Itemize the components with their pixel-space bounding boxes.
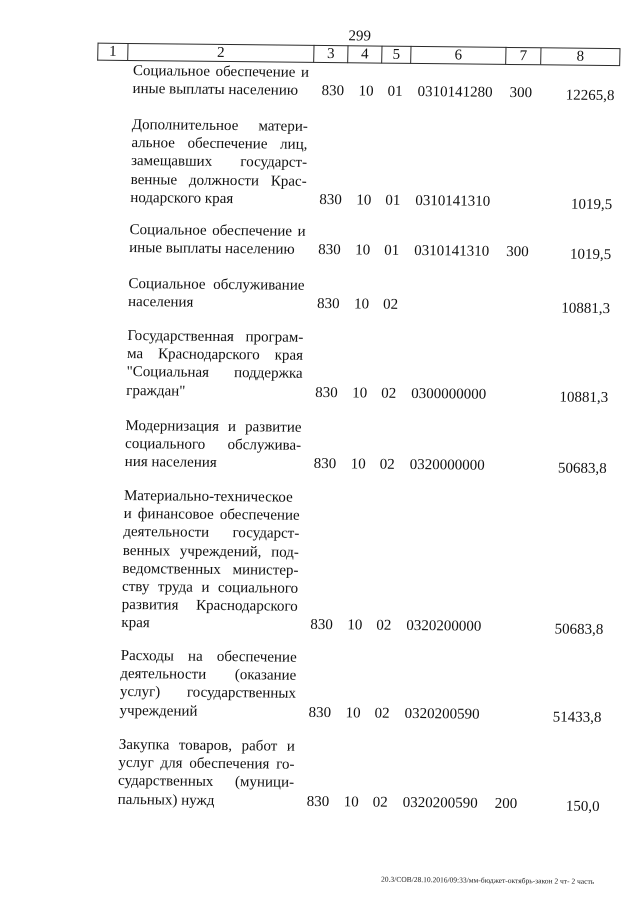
description-line: Расходы на обеспечение bbox=[120, 647, 297, 666]
description-line: услуг) государственных bbox=[119, 684, 297, 703]
col5-value: 02 bbox=[382, 296, 399, 314]
description-line: услуг для обеспечения го- bbox=[118, 755, 295, 773]
col5-value: 01 bbox=[387, 83, 403, 101]
table-row bbox=[125, 417, 613, 477]
description-line: Социальное обеспечение и bbox=[132, 63, 310, 81]
col6-value: 0320200590 bbox=[402, 794, 478, 812]
table-row bbox=[121, 487, 611, 638]
row-description bbox=[126, 327, 304, 402]
description-line: края bbox=[121, 615, 150, 632]
col3-value: 830 bbox=[319, 191, 342, 209]
row-description bbox=[125, 417, 302, 473]
description-line: венных учреждений, под- bbox=[122, 542, 300, 561]
description-line: учреждений bbox=[119, 702, 198, 720]
description-line: Социальное обслуживание bbox=[128, 275, 305, 294]
description-line: граждан" bbox=[126, 382, 186, 400]
col5-value: 01 bbox=[384, 242, 400, 260]
description-line: Модернизация и развитие bbox=[125, 417, 302, 436]
description-line: ния населения bbox=[124, 454, 217, 472]
description-line: и финансовое обеспечение bbox=[123, 506, 300, 524]
col8-value: 51433,8 bbox=[552, 709, 602, 726]
row-description bbox=[119, 647, 297, 722]
col3-value: 830 bbox=[318, 242, 341, 259]
description-line: ма Краснодарского края bbox=[126, 346, 304, 365]
table-row bbox=[117, 736, 605, 814]
col8-value: 10881,3 bbox=[561, 300, 611, 318]
description-line: деятельности (оказание bbox=[120, 666, 297, 684]
col5-value: 02 bbox=[374, 705, 390, 722]
description-line: венные должности Крас- bbox=[130, 171, 307, 190]
description-line: Государственная програм- bbox=[127, 327, 304, 346]
col4-value: 10 bbox=[356, 192, 372, 209]
row-description bbox=[129, 221, 306, 259]
description-line: развития Краснодарского bbox=[121, 597, 298, 615]
col7-value: 200 bbox=[494, 795, 518, 812]
description-line: сударственных (муници- bbox=[117, 773, 295, 792]
col4-value: 10 bbox=[353, 296, 370, 313]
table-row bbox=[129, 221, 617, 263]
col6-value: 0320000000 bbox=[409, 457, 485, 475]
table-row bbox=[126, 327, 614, 405]
description-line: "Социальная поддержка bbox=[126, 364, 303, 383]
description-line: населения bbox=[127, 294, 194, 311]
col6-value: 0320200590 bbox=[404, 705, 480, 723]
description-line: социального обслужива- bbox=[124, 436, 302, 455]
col6-value: 0310141310 bbox=[415, 192, 491, 210]
col8-value: 1019,5 bbox=[569, 246, 612, 264]
col8-value: 10881,3 bbox=[559, 389, 609, 406]
header-cell-3: 3 bbox=[313, 45, 347, 63]
table-row bbox=[130, 116, 619, 212]
description-line: Закупка товаров, работ и bbox=[118, 736, 295, 755]
table-row bbox=[119, 647, 607, 725]
description-line: ству труда и социального bbox=[121, 578, 299, 597]
col3-value: 830 bbox=[308, 704, 332, 721]
description-line: иные выплаты населению bbox=[129, 240, 295, 258]
col8-value: 50683,8 bbox=[557, 460, 607, 478]
col6-value: 0320200000 bbox=[406, 618, 482, 636]
header-cell-4: 4 bbox=[347, 45, 381, 63]
table-row bbox=[128, 275, 616, 317]
col4-value: 10 bbox=[352, 384, 368, 402]
header-cell-1: 1 bbox=[97, 43, 127, 61]
col5-value: 02 bbox=[372, 794, 388, 811]
col3-value: 830 bbox=[306, 793, 330, 810]
header-cell-6: 6 bbox=[410, 46, 505, 65]
description-line: Социальное обеспечение и bbox=[129, 221, 306, 240]
col4-value: 10 bbox=[358, 83, 374, 100]
col4-value: 10 bbox=[343, 793, 359, 811]
col6-value: 0300000000 bbox=[411, 385, 487, 403]
col4-value: 10 bbox=[345, 704, 361, 722]
col6-value: 0310141310 bbox=[414, 243, 490, 260]
description-line: Дополнительное матери- bbox=[131, 117, 308, 135]
row-description bbox=[130, 116, 308, 209]
description-line: альное обеспечение лиц, bbox=[131, 135, 308, 154]
col4-value: 10 bbox=[350, 456, 366, 473]
description-line: деятельности государст- bbox=[123, 524, 300, 543]
row-description bbox=[128, 275, 305, 313]
col8-value: 12265,8 bbox=[565, 87, 615, 105]
col5-value: 02 bbox=[379, 457, 395, 474]
description-line: замещавших государст- bbox=[130, 153, 308, 172]
page-number: 299 bbox=[348, 28, 372, 45]
description-line: Материально-техническое bbox=[123, 487, 293, 506]
col8-value: 150,0 bbox=[565, 798, 600, 815]
description-line: пальных) нужд bbox=[117, 791, 215, 809]
col5-value: 02 bbox=[376, 618, 392, 635]
row-description bbox=[117, 736, 295, 811]
footer-note: 20.3/СОВ/28.10.2016/09:33/мм-бюджет-октябрь-закон 2 чт- 2 часть bbox=[380, 874, 595, 886]
col7-value: 300 bbox=[506, 244, 529, 261]
col4-value: 10 bbox=[355, 242, 371, 259]
col3-value: 830 bbox=[315, 384, 338, 401]
description-line: ведомственных министер- bbox=[122, 560, 299, 579]
description-line: иные выплаты населению bbox=[132, 81, 299, 99]
col4-value: 10 bbox=[347, 617, 363, 634]
col8-value: 50683,8 bbox=[554, 621, 604, 639]
col8-value: 1019,5 bbox=[570, 196, 613, 213]
col3-value: 830 bbox=[313, 456, 337, 473]
header-cell-7: 7 bbox=[505, 47, 540, 65]
col5-value: 01 bbox=[385, 192, 401, 209]
row-description bbox=[132, 62, 309, 100]
header-cell-2: 2 bbox=[127, 43, 313, 63]
header-cell-5: 5 bbox=[381, 46, 410, 64]
col5-value: 02 bbox=[381, 385, 397, 402]
header-cell-8: 8 bbox=[540, 47, 620, 66]
col3-value: 830 bbox=[321, 83, 345, 100]
col3-value: 830 bbox=[316, 296, 340, 313]
col7-value: 300 bbox=[509, 85, 533, 102]
row-description bbox=[121, 487, 300, 634]
col6-value: 0310141280 bbox=[417, 84, 493, 101]
table-row bbox=[132, 62, 620, 104]
col3-value: 830 bbox=[310, 617, 334, 634]
description-line: нодарского края bbox=[130, 189, 234, 207]
